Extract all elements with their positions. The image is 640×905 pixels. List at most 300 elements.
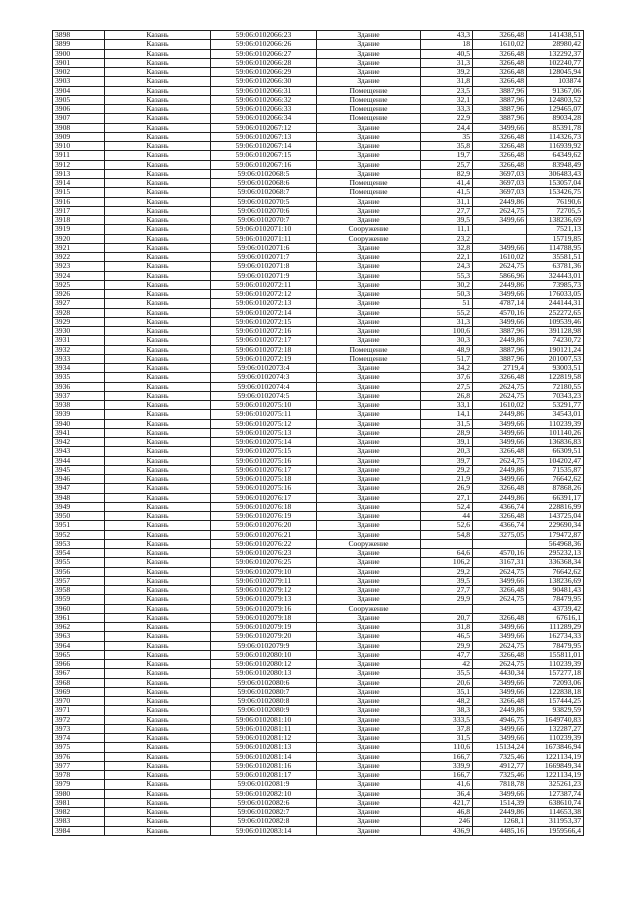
cadastral-value-cell: 87868,26 xyxy=(527,484,584,493)
row-number: 3950 xyxy=(53,512,105,521)
area-cell: 31,5 xyxy=(421,734,473,743)
cadastral-number-cell: 59:06:0102068:5 xyxy=(211,169,317,178)
table-row xyxy=(53,206,584,215)
area-cell: 339,9 xyxy=(421,761,473,770)
rate-cell: 3697,03 xyxy=(473,179,527,188)
cadastral-value-cell: 66391,17 xyxy=(527,493,584,502)
cadastral-value-cell: 153057,04 xyxy=(527,179,584,188)
cadastral-number-cell: 59:06:0102072:11 xyxy=(211,280,317,289)
row-number: 3956 xyxy=(53,567,105,576)
rate-cell: 2624,75 xyxy=(473,206,527,215)
area-cell: 110,6 xyxy=(421,743,473,752)
table-row xyxy=(53,225,584,234)
rate-cell: 3887,96 xyxy=(473,114,527,123)
cadastral-number-cell: 59:06:0102075:10 xyxy=(211,401,317,410)
object-type-cell: Здание xyxy=(317,438,421,447)
area-cell: 35 xyxy=(421,132,473,141)
row-number: 3979 xyxy=(53,780,105,789)
row-number: 3899 xyxy=(53,40,105,49)
cadastral-number-cell: 59:06:0102080:10 xyxy=(211,650,317,659)
area-cell: 32,1 xyxy=(421,95,473,104)
city-cell: Казань xyxy=(105,336,211,345)
table-row xyxy=(53,678,584,687)
cadastral-number-cell: 59:06:0102066:29 xyxy=(211,68,317,77)
rate-cell: 3499,66 xyxy=(473,687,527,696)
table-row xyxy=(53,641,584,650)
area-cell: 22,9 xyxy=(421,114,473,123)
cadastral-number-cell: 59:06:0102071:9 xyxy=(211,271,317,280)
cadastral-value-cell: 157444,25 xyxy=(527,697,584,706)
rate-cell: 3499,66 xyxy=(473,216,527,225)
city-cell: Казань xyxy=(105,299,211,308)
object-type-cell: Здание xyxy=(317,169,421,178)
cadastral-number-cell: 59:06:0102082:7 xyxy=(211,808,317,817)
rate-cell: 2624,75 xyxy=(473,641,527,650)
city-cell: Казань xyxy=(105,724,211,733)
area-cell: 30,2 xyxy=(421,280,473,289)
rate-cell: 4570,16 xyxy=(473,308,527,317)
table-row xyxy=(53,660,584,669)
row-number: 3981 xyxy=(53,798,105,807)
object-type-cell: Здание xyxy=(317,142,421,151)
row-number: 3977 xyxy=(53,761,105,770)
city-cell: Казань xyxy=(105,345,211,354)
table-row xyxy=(53,77,584,86)
row-number: 3926 xyxy=(53,290,105,299)
object-type-cell: Здание xyxy=(317,613,421,622)
row-number: 3901 xyxy=(53,58,105,67)
row-number: 3920 xyxy=(53,234,105,243)
table-row xyxy=(53,687,584,696)
object-type-cell: Здание xyxy=(317,271,421,280)
rate-cell: 4787,14 xyxy=(473,299,527,308)
city-cell: Казань xyxy=(105,169,211,178)
cadastral-value-cell: 136836,83 xyxy=(527,438,584,447)
city-cell: Казань xyxy=(105,354,211,363)
table-row xyxy=(53,142,584,151)
object-type-cell: Сооружение xyxy=(317,539,421,548)
table-row xyxy=(53,151,584,160)
table-row xyxy=(53,132,584,141)
row-number: 3951 xyxy=(53,521,105,530)
city-cell: Казань xyxy=(105,95,211,104)
table-row xyxy=(53,31,584,40)
area-cell: 31,3 xyxy=(421,317,473,326)
object-type-cell: Здание xyxy=(317,123,421,132)
city-cell: Казань xyxy=(105,188,211,197)
object-type-cell: Сооружение xyxy=(317,234,421,243)
area-cell: 51,7 xyxy=(421,354,473,363)
area-cell: 52,4 xyxy=(421,502,473,511)
city-cell: Казань xyxy=(105,317,211,326)
object-type-cell: Здание xyxy=(317,669,421,678)
area-cell: 41,5 xyxy=(421,188,473,197)
area-cell: 37,8 xyxy=(421,724,473,733)
object-type-cell: Здание xyxy=(317,623,421,632)
cadastral-value-cell: 638610,74 xyxy=(527,798,584,807)
area-cell: 20,6 xyxy=(421,678,473,687)
cadastral-number-cell: 59:06:0102067:12 xyxy=(211,123,317,132)
table-row xyxy=(53,567,584,576)
city-cell: Казань xyxy=(105,447,211,456)
cadastral-value-cell: 157277,18 xyxy=(527,669,584,678)
city-cell: Казань xyxy=(105,567,211,576)
area-cell: 26,8 xyxy=(421,391,473,400)
row-number: 3905 xyxy=(53,95,105,104)
area-cell: 35,8 xyxy=(421,142,473,151)
cadastral-number-cell: 59:06:0102066:31 xyxy=(211,86,317,95)
table-row xyxy=(53,456,584,465)
rate-cell: 2624,75 xyxy=(473,660,527,669)
row-number: 3945 xyxy=(53,465,105,474)
rate-cell: 3499,66 xyxy=(473,576,527,585)
area-cell: 46,5 xyxy=(421,632,473,641)
table-row xyxy=(53,484,584,493)
object-type-cell: Здание xyxy=(317,382,421,391)
cadastral-number-cell: 59:06:0102066:34 xyxy=(211,114,317,123)
city-cell: Казань xyxy=(105,604,211,613)
cadastral-value-cell: 76642,62 xyxy=(527,475,584,484)
cadastral-number-cell: 59:06:0102080:7 xyxy=(211,687,317,696)
city-cell: Казань xyxy=(105,197,211,206)
city-cell: Казань xyxy=(105,539,211,548)
rate-cell: 3887,96 xyxy=(473,327,527,336)
object-type-cell: Здание xyxy=(317,586,421,595)
cadastral-number-cell: 59:06:0102079:12 xyxy=(211,586,317,595)
rate-cell: 3499,66 xyxy=(473,623,527,632)
cadastral-number-cell: 59:06:0102081:17 xyxy=(211,771,317,780)
city-cell: Казань xyxy=(105,623,211,632)
table-row xyxy=(53,216,584,225)
city-cell: Казань xyxy=(105,151,211,160)
area-cell: 27,5 xyxy=(421,382,473,391)
cadastral-number-cell: 59:06:0102075:15 xyxy=(211,447,317,456)
table-row xyxy=(53,438,584,447)
rate-cell: 3499,66 xyxy=(473,123,527,132)
cadastral-value-cell: 72093,06 xyxy=(527,678,584,687)
cadastral-number-cell: 59:06:0102080:13 xyxy=(211,669,317,678)
rate-cell: 1514,39 xyxy=(473,798,527,807)
table-row xyxy=(53,521,584,530)
cadastral-number-cell: 59:06:0102071:7 xyxy=(211,253,317,262)
object-type-cell: Здание xyxy=(317,798,421,807)
cadastral-number-cell: 59:06:0102075:13 xyxy=(211,428,317,437)
cadastral-number-cell: 59:06:0102067:14 xyxy=(211,142,317,151)
row-number: 3927 xyxy=(53,299,105,308)
object-type-cell: Здание xyxy=(317,678,421,687)
table-row xyxy=(53,280,584,289)
cadastral-number-cell: 59:06:0102066:30 xyxy=(211,77,317,86)
table-row xyxy=(53,743,584,752)
rate-cell: 3499,66 xyxy=(473,724,527,733)
rate-cell: 3499,66 xyxy=(473,317,527,326)
rate-cell: 3499,66 xyxy=(473,428,527,437)
city-cell: Казань xyxy=(105,734,211,743)
cadastral-number-cell: 59:06:0102066:28 xyxy=(211,58,317,67)
cadastral-number-cell: 59:06:0102074:5 xyxy=(211,391,317,400)
cadastral-value-cell: 110239,39 xyxy=(527,734,584,743)
row-number: 3909 xyxy=(53,132,105,141)
cadastral-value-cell: 1649740,83 xyxy=(527,715,584,724)
city-cell: Казань xyxy=(105,789,211,798)
table-row xyxy=(53,373,584,382)
city-cell: Казань xyxy=(105,549,211,558)
city-cell: Казань xyxy=(105,419,211,428)
table-row xyxy=(53,299,584,308)
row-number: 3917 xyxy=(53,206,105,215)
rate-cell: 2624,75 xyxy=(473,567,527,576)
row-number: 3949 xyxy=(53,502,105,511)
city-cell: Казань xyxy=(105,114,211,123)
cadastral-value-cell: 155811,01 xyxy=(527,650,584,659)
city-cell: Казань xyxy=(105,290,211,299)
cadastral-value-cell: 127387,74 xyxy=(527,789,584,798)
table-row xyxy=(53,345,584,354)
table-row xyxy=(53,706,584,715)
object-type-cell: Помещение xyxy=(317,179,421,188)
cadastral-number-cell: 59:06:0102072:12 xyxy=(211,290,317,299)
rate-cell: 3266,48 xyxy=(473,68,527,77)
rate-cell: 3266,48 xyxy=(473,512,527,521)
cadastral-value-cell: 90481,43 xyxy=(527,586,584,595)
rate-cell: 3266,48 xyxy=(473,484,527,493)
object-type-cell: Здание xyxy=(317,132,421,141)
cadastral-value-cell: 110239,39 xyxy=(527,419,584,428)
row-number: 3963 xyxy=(53,632,105,641)
cadastral-number-cell: 59:06:0102068:6 xyxy=(211,179,317,188)
city-cell: Казань xyxy=(105,216,211,225)
rate-cell: 3499,66 xyxy=(473,632,527,641)
rate-cell: 3697,03 xyxy=(473,169,527,178)
row-number: 3943 xyxy=(53,447,105,456)
area-cell: 22,1 xyxy=(421,253,473,262)
table-row xyxy=(53,391,584,400)
rate-cell: 3275,05 xyxy=(473,530,527,539)
cadastral-value-cell: 336368,34 xyxy=(527,558,584,567)
table-row xyxy=(53,613,584,622)
cadastral-value-cell: 252272,65 xyxy=(527,308,584,317)
table-row xyxy=(53,317,584,326)
row-number: 3946 xyxy=(53,475,105,484)
row-number: 3929 xyxy=(53,317,105,326)
area-cell: 43,3 xyxy=(421,31,473,40)
cadastral-value-cell: 64349,62 xyxy=(527,151,584,160)
rate-cell: 3499,66 xyxy=(473,678,527,687)
row-number: 3967 xyxy=(53,669,105,678)
row-number: 3973 xyxy=(53,724,105,733)
table-row xyxy=(53,715,584,724)
cadastral-number-cell: 59:06:0102070:7 xyxy=(211,216,317,225)
rate-cell: 1610,02 xyxy=(473,40,527,49)
table-row xyxy=(53,558,584,567)
cadastral-number-cell: 59:06:0102080:9 xyxy=(211,706,317,715)
area-cell: 46,8 xyxy=(421,808,473,817)
row-number: 3902 xyxy=(53,68,105,77)
cadastral-value-cell: 63781,36 xyxy=(527,262,584,271)
object-type-cell: Здание xyxy=(317,336,421,345)
row-number: 3900 xyxy=(53,49,105,58)
row-number: 3921 xyxy=(53,243,105,252)
city-cell: Казань xyxy=(105,493,211,502)
city-cell: Казань xyxy=(105,660,211,669)
cadastral-value-cell: 35581,51 xyxy=(527,253,584,262)
table-row xyxy=(53,502,584,511)
object-type-cell: Здание xyxy=(317,660,421,669)
row-number: 3983 xyxy=(53,817,105,826)
object-type-cell: Здание xyxy=(317,262,421,271)
row-number: 3911 xyxy=(53,151,105,160)
city-cell: Казань xyxy=(105,234,211,243)
table-row xyxy=(53,475,584,484)
cadastral-number-cell: 59:06:0102079:9 xyxy=(211,641,317,650)
city-cell: Казань xyxy=(105,271,211,280)
cadastral-value-cell: 91367,06 xyxy=(527,86,584,95)
object-type-cell: Здание xyxy=(317,530,421,539)
area-cell: 39,5 xyxy=(421,576,473,585)
cadastral-value-cell: 244144,31 xyxy=(527,299,584,308)
table-row xyxy=(53,734,584,743)
city-cell: Казань xyxy=(105,142,211,151)
cadastral-number-cell: 59:06:0102067:15 xyxy=(211,151,317,160)
object-type-cell: Здание xyxy=(317,410,421,419)
table-body xyxy=(53,31,584,836)
table-row xyxy=(53,549,584,558)
area-cell: 29,2 xyxy=(421,567,473,576)
object-type-cell: Здание xyxy=(317,502,421,511)
row-number: 3935 xyxy=(53,373,105,382)
object-type-cell: Здание xyxy=(317,826,421,835)
table-row xyxy=(53,86,584,95)
object-type-cell: Здание xyxy=(317,549,421,558)
cadastral-number-cell: 59:06:0102079:19 xyxy=(211,623,317,632)
row-number: 3961 xyxy=(53,613,105,622)
city-cell: Казань xyxy=(105,438,211,447)
area-cell: 35,5 xyxy=(421,669,473,678)
object-type-cell: Здание xyxy=(317,419,421,428)
table-row xyxy=(53,49,584,58)
row-number: 3984 xyxy=(53,826,105,835)
area-cell: 21,9 xyxy=(421,475,473,484)
object-type-cell: Здание xyxy=(317,632,421,641)
row-number: 3975 xyxy=(53,743,105,752)
area-cell: 39,5 xyxy=(421,216,473,225)
row-number: 3969 xyxy=(53,687,105,696)
cadastral-value-cell: 141438,51 xyxy=(527,31,584,40)
object-type-cell: Здание xyxy=(317,734,421,743)
cadastral-number-cell: 59:06:0102081:10 xyxy=(211,715,317,724)
row-number: 3974 xyxy=(53,734,105,743)
rate-cell: 3266,48 xyxy=(473,142,527,151)
object-type-cell: Здание xyxy=(317,743,421,752)
cadastral-value-cell: 28980,42 xyxy=(527,40,584,49)
rate-cell: 3887,96 xyxy=(473,95,527,104)
object-type-cell: Здание xyxy=(317,206,421,215)
table-row xyxy=(53,410,584,419)
row-number: 3928 xyxy=(53,308,105,317)
table-row xyxy=(53,539,584,548)
area-cell: 23,5 xyxy=(421,86,473,95)
row-number: 3934 xyxy=(53,364,105,373)
cadastral-value-cell: 71535,87 xyxy=(527,465,584,474)
cadastral-value-cell: 83948,49 xyxy=(527,160,584,169)
city-cell: Казань xyxy=(105,179,211,188)
city-cell: Казань xyxy=(105,743,211,752)
cadastral-number-cell: 59:06:0102075:16 xyxy=(211,484,317,493)
cadastral-value-cell: 93003,51 xyxy=(527,364,584,373)
object-type-cell: Здание xyxy=(317,641,421,650)
cadastral-value-cell: 102240,77 xyxy=(527,58,584,67)
rate-cell: 2624,75 xyxy=(473,382,527,391)
rate-cell: 2449,86 xyxy=(473,410,527,419)
table-row xyxy=(53,586,584,595)
cadastral-number-cell: 59:06:0102076:17 xyxy=(211,465,317,474)
area-cell: 39,7 xyxy=(421,456,473,465)
rate-cell: 2624,75 xyxy=(473,262,527,271)
row-number: 3982 xyxy=(53,808,105,817)
object-type-cell: Здание xyxy=(317,373,421,382)
area-cell: 39,2 xyxy=(421,68,473,77)
table-row xyxy=(53,40,584,49)
city-cell: Казань xyxy=(105,31,211,40)
table-row xyxy=(53,262,584,271)
table-row xyxy=(53,105,584,114)
object-type-cell: Здание xyxy=(317,567,421,576)
rate-cell: 4912,77 xyxy=(473,761,527,770)
cadastral-number-cell: 59:06:0102070:5 xyxy=(211,197,317,206)
city-cell: Казань xyxy=(105,262,211,271)
city-cell: Казань xyxy=(105,77,211,86)
city-cell: Казань xyxy=(105,86,211,95)
object-type-cell: Здание xyxy=(317,808,421,817)
row-number: 3955 xyxy=(53,558,105,567)
area-cell: 54,8 xyxy=(421,530,473,539)
cadastral-value-cell: 89034,28 xyxy=(527,114,584,123)
cadastral-value-cell: 176033,05 xyxy=(527,290,584,299)
city-cell: Казань xyxy=(105,401,211,410)
cadastral-value-cell: 76642,62 xyxy=(527,567,584,576)
cadastral-value-cell: 114326,73 xyxy=(527,132,584,141)
table-row xyxy=(53,697,584,706)
table-row xyxy=(53,808,584,817)
object-type-cell: Здание xyxy=(317,253,421,262)
table-row xyxy=(53,780,584,789)
cadastral-number-cell: 59:06:0102076:25 xyxy=(211,558,317,567)
cadastral-value-table xyxy=(52,30,584,836)
rate-cell: 2624,75 xyxy=(473,391,527,400)
table-row xyxy=(53,364,584,373)
cadastral-number-cell: 59:06:0102071:8 xyxy=(211,262,317,271)
object-type-cell: Здание xyxy=(317,780,421,789)
row-number: 3952 xyxy=(53,530,105,539)
rate-cell: 2449,86 xyxy=(473,336,527,345)
cadastral-number-cell: 59:06:0102079:20 xyxy=(211,632,317,641)
area-cell: 31,1 xyxy=(421,197,473,206)
area-cell: 24,3 xyxy=(421,262,473,271)
table-row xyxy=(53,290,584,299)
object-type-cell: Здание xyxy=(317,465,421,474)
rate-cell: 3499,66 xyxy=(473,419,527,428)
table-row xyxy=(53,114,584,123)
rate-cell: 3499,66 xyxy=(473,789,527,798)
object-type-cell: Помещение xyxy=(317,95,421,104)
table-row xyxy=(53,271,584,280)
object-type-cell: Сооружение xyxy=(317,225,421,234)
city-cell: Казань xyxy=(105,206,211,215)
object-type-cell: Помещение xyxy=(317,354,421,363)
rate-cell: 3499,66 xyxy=(473,290,527,299)
object-type-cell: Здание xyxy=(317,687,421,696)
city-cell: Казань xyxy=(105,613,211,622)
